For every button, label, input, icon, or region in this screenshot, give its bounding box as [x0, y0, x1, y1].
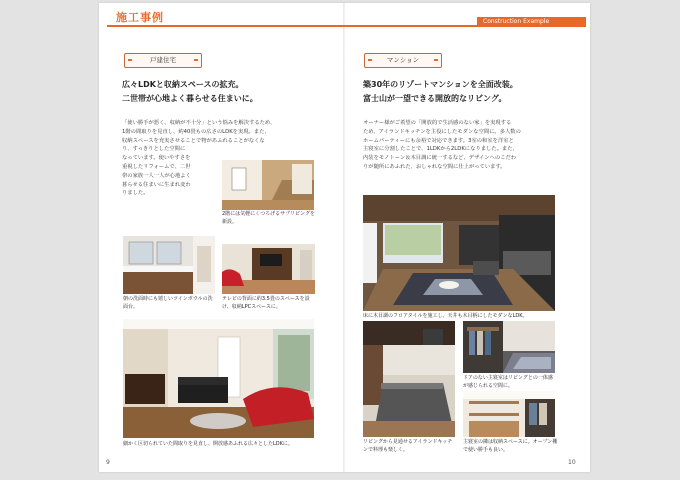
page-number-right: 10 — [568, 459, 576, 466]
category-label-mansion: マンション — [364, 53, 442, 68]
section-title: 施工事例 — [116, 11, 164, 24]
body-line: 重視したリフォームで、二世 — [122, 163, 191, 170]
body-line: ホームパーティーにも余裕で対応できます。3室の和室を洋室と — [363, 137, 514, 144]
caption-washroom: 朝の洗面時にも嬉しいツインボウルの洗面台。 — [123, 296, 213, 310]
magazine-spread — [99, 3, 590, 472]
body-line: りました。 — [122, 190, 149, 197]
caption-storage-space: 主寝室の隣は収納スペースに。オープン棚で使い勝手も良い。 — [463, 439, 558, 453]
body-line: 帯の家族一人一人が心地よく — [122, 172, 191, 179]
caption-stairs: 2階には気軽にくつろげるサブリビングを新設。 — [222, 211, 315, 225]
construction-example-tab: Construction Example — [477, 17, 586, 27]
photo-tv-room — [222, 236, 315, 294]
right-headline-2: 富士山が一望できる開放的なリビング。 — [363, 94, 507, 103]
body-line: 「使い勝手が悪く、収納が不十分」という悩みを解決するため、 — [122, 120, 276, 126]
caption-mansion-ldk: 床に木目調のフロアタイルを施工し、天井も木目柄にしたモダンなLDK。 — [363, 313, 528, 319]
photo-bedroom-closet — [463, 321, 555, 373]
photo-washroom — [123, 236, 215, 294]
body-line: りが随所にあふれた、おしゃれな空間に仕上がっています。 — [363, 163, 506, 170]
page-fold — [343, 3, 345, 472]
body-line: 内装をモノトーン＆木目調に統一するなど、デザインへのこだわ — [363, 155, 517, 162]
body-line: り、すっきりとした空間に — [122, 146, 186, 153]
left-headline-2: 二世帯が心地よく暮らせる住まいに。 — [122, 94, 258, 103]
body-line: 1階の間取りを見直し、約40畳もの広さのLDKを実現。また、 — [122, 128, 270, 135]
body-line: 暮らせる住まいに生まれ変わ — [122, 181, 191, 188]
photo-storage-space — [463, 391, 555, 437]
photo-island-kitchen — [363, 321, 455, 437]
body-line: 収納スペースを充実させることで物があふれることがなくな — [122, 137, 265, 144]
photo-living-room — [123, 319, 314, 438]
category-label-house: 戸建住宅 — [124, 53, 202, 68]
body-line: ため、アイランドキッチンを主役にしたモダンな空間に。多人数の — [363, 128, 521, 135]
right-body-text — [363, 119, 583, 172]
title-rule — [107, 25, 586, 27]
photo-mansion-ldk — [363, 195, 555, 311]
right-headline-1: 築30年のリゾートマンションを全面改装。 — [363, 80, 518, 89]
caption-bedroom-closet: ドアのない主寝室はリビングとの一体感が感じられる空間に。 — [463, 375, 553, 389]
photo-sub-living-stairs — [222, 160, 314, 210]
body-line: オーナー様がご希望の「開放的で生活感のない家」を実現する — [363, 120, 512, 126]
caption-living-room: 細かく区切られていた間取りを見直し、開放感あふれる広々としたLDKに。 — [123, 441, 293, 447]
body-line: 主寝室に分割したことで、1LDKから2LDKになりました。また、 — [363, 146, 518, 153]
left-headline-1: 広々LDKと収納スペースの拡充。 — [122, 80, 244, 89]
body-line: なっています。使いやすさを — [122, 155, 191, 162]
page-number-left: 9 — [106, 459, 110, 466]
caption-island-kitchen: リビングから見通せるアイランドキッチンで料理も楽しく。 — [363, 439, 453, 453]
caption-tv-room: テレビの背面に約3.5畳のスペースを設け、収納LPCスペースに。 — [222, 296, 310, 310]
